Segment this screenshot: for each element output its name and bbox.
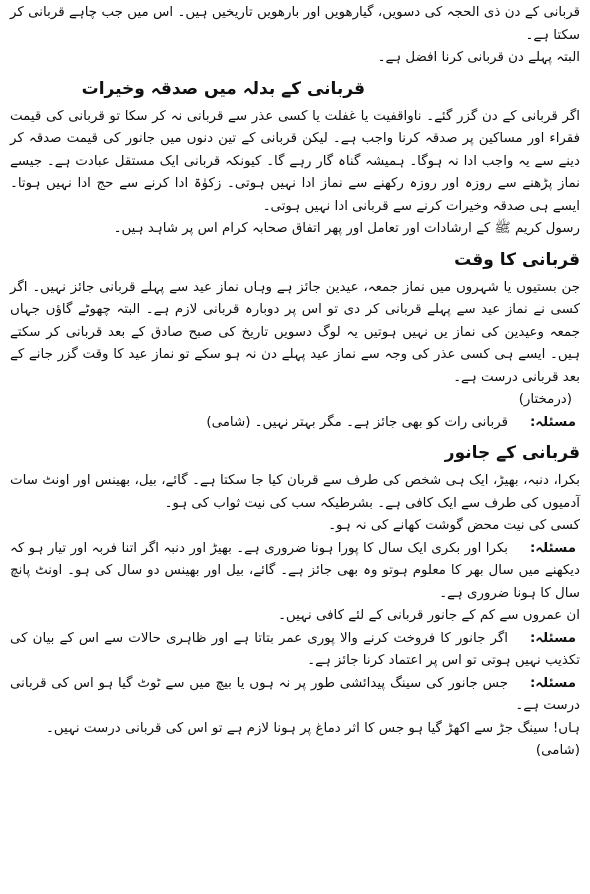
masala-label: مسئلہ: — [529, 540, 576, 556]
animals-paragraph-end: کسی کی نیت محض گوشت کھانے کی نہ ہو۔ — [328, 518, 580, 533]
masala-seller — [10, 628, 580, 673]
masala-horns-end: ہاں! سینگ جڑ سے اکھڑ گیا ہو جس کا اثر دماغ پر ہونا لازم ہے تو اس کی قربانی درست نہیں۔ (شامی) — [46, 720, 580, 758]
heading-animals: قربانی کے جانور — [444, 443, 580, 463]
sadaqa-paragraph: اگر قربانی کے دن گزر گئے۔ ناواقفیت یا غفلت یا کسی عذر سے قربانی نہ کر سکا تو قربانی کی قیمت فقراء اور مساکین پر صدقہ کرنا واجب ہے۔ لیکن قربانی کے تین دنوں میں جانور کی قیمت صدقہ کر دینے سے یہ واجب ادا نہ ہوگا۔ ہمیشہ گناہ گار رہے گا۔ کیونکہ قربانی ایک مستقل عبادت ہے۔ جیسے نماز پڑھنے سے روزہ اور روزہ رکھنے سے نماز ادا نہیں ہوتی۔ زکوٰۃ ادا کرنے سے حج ادا نہیں ہوتا۔ ایسے ہی صدقہ وخیرات کرنے سے قربانی ادا نہیں ہوتی۔ — [10, 108, 580, 214]
masala-text: بکرا اور بکری ایک سال کا پورا ہونا ضروری ہے۔ بھیڑ اور دنبہ اگر اتنا فربہ اور تیار ہو کہ دیکھنے میں سال بھر کا معلوم ہوتو وہ بھی جائز ہے۔ گائے، بیل اور بھینس دو سال کی ہو۔ اونٹ پانچ سال کا ہونا ضروری ہے۔ — [10, 540, 580, 601]
reference-durr-mukhtar: (درمختار) — [518, 392, 572, 407]
masala-label: مسئلہ: — [529, 414, 576, 430]
masala-text: اگر جانور کا فروخت کرنے والا پوری عمر بتاتا ہے اور ظاہری حالات سے اس کے بیان کی تکذیب نہیں ہوتی تو اس پر اعتماد کرنا جائز ہے۔ — [10, 630, 580, 668]
masala-age-end: ان عمروں سے کم کے جانور قربانی کے لئے کافی نہیں۔ — [278, 608, 580, 623]
heading-sadaqa: قربانی کے بدلہ میں صدقہ وخیرات — [81, 78, 365, 99]
intro-paragraph-end: البتہ پہلے دن قربانی کرنا افضل ہے۔ — [377, 50, 580, 65]
masala-label: مسئلہ: — [529, 630, 576, 646]
masala-label: مسئلہ: — [529, 675, 576, 691]
masala-text: جس جانور کی سینگ پیدائشی طور پر نہ ہوں یا بیچ میں سے ٹوٹ گیا ہو اس کی قربانی درست ہے۔ — [10, 675, 580, 713]
animals-paragraph: بکرا، دنبہ، بھیڑ، ایک ہی شخص کی طرف سے قربان کیا جا سکتا ہے۔ گائے، بیل، بھینس اور اونٹ سات آدمیوں کی طرف سے ایک کافی ہے۔ بشرطیکہ سب کی نیت ثواب کی ہو۔ — [10, 473, 580, 511]
masala-age — [10, 538, 580, 606]
intro-paragraph: قربانی کے دن ذی الحجہ کی دسویں، گیارھویں اور بارھویں تاریخیں ہیں۔ اس میں جب چاہے قربانی کر سکتا ہے۔ — [10, 5, 580, 43]
heading-qurbani-time: قربانی کا وقت — [454, 249, 580, 270]
masala-text: قربانی رات کو بھی جائز ہے۔ مگر بہتر نہیں۔ (شامی) — [206, 414, 508, 430]
masala-night — [10, 412, 580, 435]
masala-horns — [10, 673, 580, 718]
time-paragraph: جن بستیوں یا شہروں میں نماز جمعہ، عیدین جائز ہے وہاں نماز عید سے پہلے قربانی جائز نہیں۔ اگر کسی نے نماز عید سے پہلے قربانی کر دی تو اس پر دوبارہ قربانی لازم ہے۔ البتہ چھوٹے گاؤں جہاں جمعہ وعیدین کی نماز یں نہیں ہوتیں یہ لوگ دسویں تاریخ کی صبح صادق کے بعد قربانی کر سکتے ہیں۔ ایسے ہی کسی عذر کی وجہ سے نماز عید پہلے دن نہ ہو سکے تو نماز عید کا وقت گزر جانے کے بعد قربانی درست ہے۔ — [10, 279, 580, 385]
sadaqa-paragraph-end: رسول کریم ﷺ کے ارشادات اور تعامل اور پھر اتفاق صحابہ کرام اس پر شاہد ہیں۔ — [113, 221, 580, 236]
